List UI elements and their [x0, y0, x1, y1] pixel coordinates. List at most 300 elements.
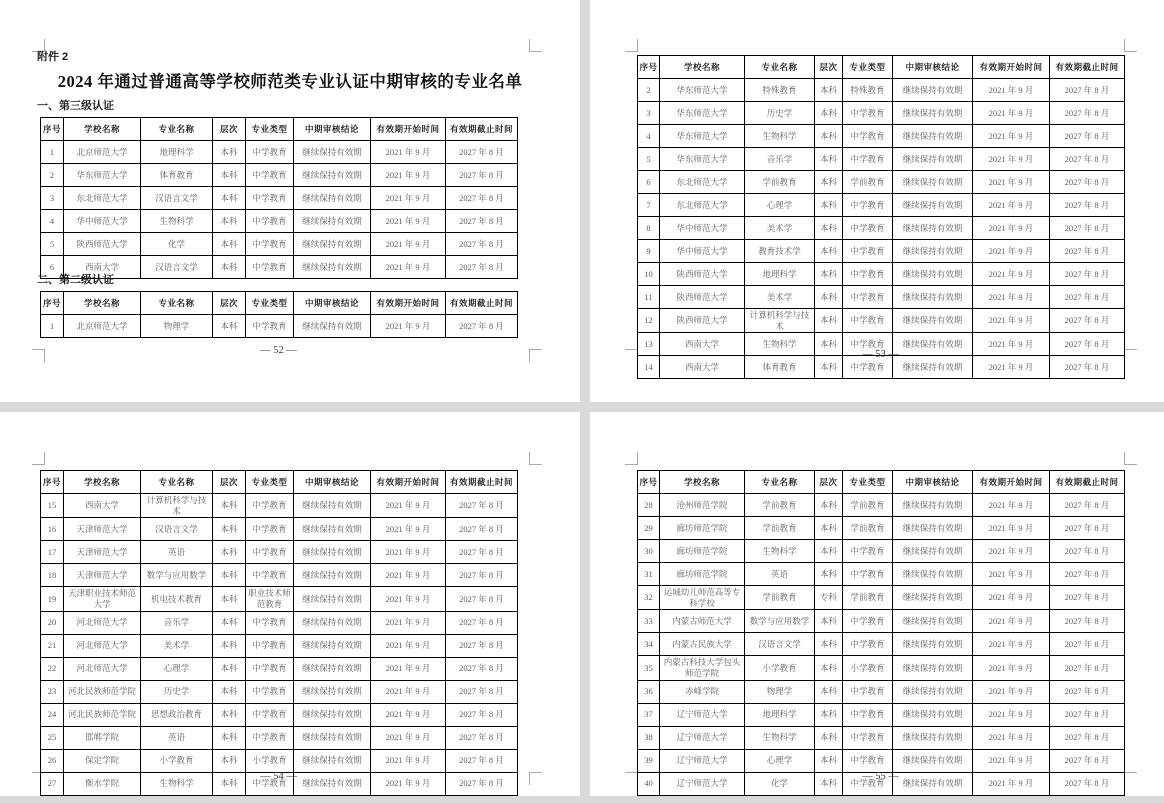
table-cell: 2027 年 8 月 — [446, 657, 518, 680]
table-cell: 汉语言文学 — [141, 518, 213, 541]
table-row — [638, 286, 1125, 309]
table-cell: 2027 年 8 月 — [1050, 772, 1125, 795]
table-cell: 本科 — [815, 703, 843, 726]
table-cell: 中学教育 — [843, 333, 893, 356]
table-row — [41, 634, 518, 657]
table-cell: 2027 年 8 月 — [446, 541, 518, 564]
table-cell: 学前教育 — [843, 494, 893, 517]
table-cell: 学前教育 — [745, 171, 815, 194]
table-cell: 继续保持有效期 — [294, 315, 371, 338]
table-cell: 2027 年 8 月 — [1050, 102, 1125, 125]
table-row — [638, 102, 1125, 125]
table-row — [41, 657, 518, 680]
table-row — [41, 703, 518, 726]
table-cell: 9 — [638, 240, 660, 263]
table-cell: 继续保持有效期 — [294, 634, 371, 657]
table-cell: 25 — [41, 726, 64, 749]
table-cell: 2027 年 8 月 — [1050, 726, 1125, 749]
table-cell: 2021 年 9 月 — [371, 141, 446, 164]
table-cell: 2027 年 8 月 — [446, 634, 518, 657]
header-row — [41, 118, 518, 141]
column-header: 学校名称 — [660, 471, 745, 494]
table-row — [41, 564, 518, 587]
column-header: 层次 — [213, 118, 246, 141]
column-header: 专业名称 — [141, 118, 213, 141]
table-cell: 河北师范大学 — [64, 634, 141, 657]
table-cell: 中学教育 — [246, 564, 294, 587]
table-cell: 本科 — [213, 494, 246, 518]
table-row — [41, 749, 518, 772]
table-cell: 中学教育 — [246, 518, 294, 541]
table-cell: 2021 年 9 月 — [973, 171, 1050, 194]
table-cell: 中学教育 — [843, 309, 893, 333]
table-row — [41, 680, 518, 703]
table-cell: 24 — [41, 703, 64, 726]
table-row — [41, 726, 518, 749]
table-cell: 本科 — [213, 164, 246, 187]
table-cell: 中学教育 — [843, 726, 893, 749]
table-cell: 赤峰学院 — [660, 680, 745, 703]
table-cell: 继续保持有效期 — [893, 217, 973, 240]
table-cell: 22 — [41, 657, 64, 680]
table-cell: 学前教育 — [843, 517, 893, 540]
table-cell: 中学教育 — [246, 541, 294, 564]
table-cell: 思想政治教育 — [141, 703, 213, 726]
table-cell: 32 — [638, 586, 660, 610]
table-cell: 中学教育 — [246, 611, 294, 634]
table-cell: 2021 年 9 月 — [371, 634, 446, 657]
table-cell: 华东师范大学 — [660, 102, 745, 125]
table-cell: 继续保持有效期 — [893, 726, 973, 749]
table-cell: 本科 — [213, 587, 246, 611]
table-cell: 中学教育 — [843, 772, 893, 795]
header-row — [41, 292, 518, 315]
table-cell: 学前教育 — [745, 494, 815, 517]
table-cell: 2021 年 9 月 — [973, 517, 1050, 540]
table-cell: 华东师范大学 — [660, 125, 745, 148]
margin-mark-icon — [32, 452, 45, 465]
table-cell: 中学教育 — [246, 680, 294, 703]
table-cell: 本科 — [213, 772, 246, 795]
table-cell: 本科 — [213, 703, 246, 726]
table-cell: 7 — [638, 194, 660, 217]
table-cell: 学前教育 — [745, 586, 815, 610]
table-cell: 继续保持有效期 — [294, 233, 371, 256]
table-cell: 继续保持有效期 — [893, 125, 973, 148]
table-cell: 本科 — [815, 494, 843, 517]
table-cell: 2021 年 9 月 — [371, 680, 446, 703]
table-cell: 继续保持有效期 — [893, 540, 973, 563]
table-cell: 2021 年 9 月 — [973, 772, 1050, 795]
table-cell: 音乐学 — [141, 611, 213, 634]
column-header: 有效期开始时间 — [371, 471, 446, 494]
column-header: 有效期开始时间 — [973, 56, 1050, 79]
table-cell: 2021 年 9 月 — [973, 563, 1050, 586]
table-cell: 38 — [638, 726, 660, 749]
table-cell: 职业技术师范教育 — [246, 587, 294, 611]
table-cell: 2021 年 9 月 — [371, 611, 446, 634]
table-cell: 本科 — [815, 79, 843, 102]
table-cell: 继续保持有效期 — [294, 141, 371, 164]
table-cell: 心理学 — [745, 749, 815, 772]
table-cell: 2027 年 8 月 — [1050, 171, 1125, 194]
table-row — [638, 586, 1125, 610]
table-cell: 2021 年 9 月 — [371, 256, 446, 279]
section-heading-level2: 二、第二级认证 — [37, 274, 114, 286]
table-row — [638, 656, 1125, 680]
table-cell: 沧州师范学院 — [660, 494, 745, 517]
table-cell: 特殊教育 — [843, 79, 893, 102]
table-cell: 2027 年 8 月 — [446, 611, 518, 634]
table-cell: 5 — [41, 233, 64, 256]
table-row — [638, 494, 1125, 517]
column-header: 学校名称 — [64, 471, 141, 494]
table-cell: 继续保持有效期 — [893, 333, 973, 356]
table-cell: 美术学 — [745, 217, 815, 240]
table-row — [638, 309, 1125, 333]
table-row — [638, 680, 1125, 703]
table-cell: 学前教育 — [843, 586, 893, 610]
table-cell: 辽宁师范大学 — [660, 772, 745, 795]
table-cell: 继续保持有效期 — [294, 772, 371, 795]
table-cell: 中学教育 — [843, 680, 893, 703]
table-cell: 中学教育 — [246, 772, 294, 795]
table-cell: 本科 — [815, 102, 843, 125]
table-row — [41, 494, 518, 518]
table-cell: 2021 年 9 月 — [973, 217, 1050, 240]
table-cell: 继续保持有效期 — [893, 610, 973, 633]
margin-mark-icon — [1124, 452, 1137, 465]
margin-mark-icon — [529, 349, 542, 362]
table-cell: 2027 年 8 月 — [1050, 540, 1125, 563]
table-cell: 2 — [41, 164, 64, 187]
certification-table-continued — [637, 55, 1125, 379]
table-cell: 26 — [41, 749, 64, 772]
table-cell: 本科 — [815, 148, 843, 171]
table-cell: 心理学 — [141, 657, 213, 680]
table-cell: 本科 — [815, 125, 843, 148]
column-header: 专业名称 — [745, 471, 815, 494]
table-cell: 辽宁师范大学 — [660, 749, 745, 772]
table-cell: 继续保持有效期 — [294, 657, 371, 680]
table-cell: 15 — [41, 494, 64, 518]
table-cell: 继续保持有效期 — [893, 309, 973, 333]
table-cell: 继续保持有效期 — [893, 680, 973, 703]
table-cell: 学前教育 — [745, 517, 815, 540]
table-cell: 2021 年 9 月 — [973, 749, 1050, 772]
table-row — [41, 315, 518, 338]
table-cell: 汉语言文学 — [745, 633, 815, 656]
table-cell: 中学教育 — [843, 633, 893, 656]
table-cell: 10 — [638, 263, 660, 286]
margin-mark-icon — [625, 39, 638, 52]
table-cell: 教育技术学 — [745, 240, 815, 263]
table-cell: 2027 年 8 月 — [1050, 148, 1125, 171]
table-cell: 8 — [638, 217, 660, 240]
table-cell: 历史学 — [745, 102, 815, 125]
table-cell: 2021 年 9 月 — [973, 610, 1050, 633]
table-cell: 英语 — [745, 563, 815, 586]
table-cell: 2021 年 9 月 — [371, 233, 446, 256]
table-cell: 2027 年 8 月 — [1050, 217, 1125, 240]
table-cell: 辽宁师范大学 — [660, 703, 745, 726]
table-cell: 中学教育 — [843, 217, 893, 240]
table-cell: 本科 — [815, 563, 843, 586]
table-cell: 中学教育 — [843, 356, 893, 379]
table-cell: 2027 年 8 月 — [1050, 240, 1125, 263]
table-cell: 2027 年 8 月 — [446, 256, 518, 279]
table-cell: 中学教育 — [843, 610, 893, 633]
table-cell: 廊坊师范学院 — [660, 517, 745, 540]
table-cell: 中学教育 — [246, 657, 294, 680]
table-cell: 27 — [41, 772, 64, 795]
table-cell: 继续保持有效期 — [893, 79, 973, 102]
column-header: 学校名称 — [660, 56, 745, 79]
table-cell: 本科 — [213, 141, 246, 164]
header-row — [638, 56, 1125, 79]
table-cell: 2027 年 8 月 — [1050, 356, 1125, 379]
table-cell: 31 — [638, 563, 660, 586]
table-cell: 2021 年 9 月 — [973, 102, 1050, 125]
table-cell: 2027 年 8 月 — [1050, 610, 1125, 633]
table-cell: 2027 年 8 月 — [446, 141, 518, 164]
table-cell: 继续保持有效期 — [294, 726, 371, 749]
table-cell: 生物科学 — [745, 125, 815, 148]
column-header: 层次 — [213, 292, 246, 315]
table-cell: 本科 — [815, 333, 843, 356]
table-cell: 本科 — [213, 315, 246, 338]
table-cell: 19 — [41, 587, 64, 611]
table-row — [41, 141, 518, 164]
page-number: — 53 — — [862, 349, 899, 360]
table-cell: 陕西师范大学 — [660, 309, 745, 333]
column-header: 有效期截止时间 — [446, 292, 518, 315]
table-cell: 2021 年 9 月 — [973, 240, 1050, 263]
table-cell: 本科 — [815, 517, 843, 540]
table-cell: 20 — [41, 611, 64, 634]
table-cell: 中学教育 — [246, 315, 294, 338]
certification-table-level3 — [40, 117, 518, 279]
table-cell: 2021 年 9 月 — [973, 356, 1050, 379]
column-header: 有效期截止时间 — [446, 471, 518, 494]
table-cell: 本科 — [815, 749, 843, 772]
table-cell: 数学与应用数学 — [745, 610, 815, 633]
certification-table-continued — [637, 470, 1125, 796]
table-cell: 继续保持有效期 — [893, 517, 973, 540]
table-cell: 4 — [638, 125, 660, 148]
table-cell: 17 — [41, 541, 64, 564]
table-cell: 汉语言文学 — [141, 256, 213, 279]
table-row — [638, 726, 1125, 749]
table-row — [41, 541, 518, 564]
table-cell: 保定学院 — [64, 749, 141, 772]
column-header: 专业类型 — [843, 471, 893, 494]
table-cell: 2027 年 8 月 — [1050, 703, 1125, 726]
table-cell: 本科 — [213, 726, 246, 749]
table-cell: 12 — [638, 309, 660, 333]
table-cell: 东北师范大学 — [64, 187, 141, 210]
column-header: 有效期开始时间 — [371, 292, 446, 315]
table-cell: 继续保持有效期 — [893, 703, 973, 726]
attachment-label: 附件 2 — [37, 51, 69, 63]
table-cell: 继续保持有效期 — [893, 171, 973, 194]
table-cell: 2027 年 8 月 — [1050, 563, 1125, 586]
table-cell: 华中师范大学 — [660, 240, 745, 263]
table-row — [638, 217, 1125, 240]
table-cell: 西南大学 — [64, 494, 141, 518]
table-cell: 音乐学 — [745, 148, 815, 171]
table-cell: 继续保持有效期 — [893, 656, 973, 680]
table-cell: 本科 — [213, 749, 246, 772]
header-row — [638, 471, 1125, 494]
table-row — [41, 587, 518, 611]
table-cell: 本科 — [815, 656, 843, 680]
table-cell: 2021 年 9 月 — [371, 703, 446, 726]
table-cell: 小学教育 — [745, 656, 815, 680]
column-header: 序号 — [41, 292, 64, 315]
table-cell: 汉语言文学 — [141, 187, 213, 210]
table-cell: 2027 年 8 月 — [446, 494, 518, 518]
table-cell: 中学教育 — [246, 233, 294, 256]
table-cell: 2027 年 8 月 — [446, 164, 518, 187]
table-cell: 西南大学 — [660, 356, 745, 379]
column-header: 专业名称 — [141, 292, 213, 315]
table-cell: 继续保持有效期 — [893, 563, 973, 586]
table-row — [638, 125, 1125, 148]
margin-mark-icon — [1124, 772, 1137, 785]
table-cell: 陕西师范大学 — [64, 233, 141, 256]
table-cell: 本科 — [815, 217, 843, 240]
table-cell: 2027 年 8 月 — [1050, 263, 1125, 286]
column-header: 专业类型 — [246, 118, 294, 141]
table-cell: 37 — [638, 703, 660, 726]
table-cell: 天津师范大学 — [64, 541, 141, 564]
table-cell: 2027 年 8 月 — [1050, 333, 1125, 356]
table-cell: 华东师范大学 — [660, 148, 745, 171]
table-cell: 物理学 — [141, 315, 213, 338]
column-header: 中期审核结论 — [294, 471, 371, 494]
table-cell: 华东师范大学 — [64, 164, 141, 187]
table-cell: 本科 — [213, 680, 246, 703]
table-cell: 2027 年 8 月 — [1050, 125, 1125, 148]
table-cell: 本科 — [815, 309, 843, 333]
table-cell: 2027 年 8 月 — [1050, 633, 1125, 656]
table-cell: 体育教育 — [141, 164, 213, 187]
table-row — [638, 563, 1125, 586]
table-cell: 专科 — [815, 586, 843, 610]
table-cell: 生物科学 — [745, 726, 815, 749]
table-cell: 华中师范大学 — [64, 210, 141, 233]
table-row — [638, 194, 1125, 217]
table-cell: 继续保持有效期 — [294, 256, 371, 279]
certification-table-level2 — [40, 291, 518, 338]
table-cell: 2027 年 8 月 — [1050, 749, 1125, 772]
table-cell: 2021 年 9 月 — [371, 564, 446, 587]
table-cell: 继续保持有效期 — [893, 494, 973, 517]
table-cell: 2027 年 8 月 — [446, 518, 518, 541]
table-cell: 生物科学 — [141, 210, 213, 233]
table-cell: 衡水学院 — [64, 772, 141, 795]
table-cell: 北京师范大学 — [64, 141, 141, 164]
table-cell: 本科 — [213, 564, 246, 587]
table-row — [41, 187, 518, 210]
table-cell: 2021 年 9 月 — [973, 263, 1050, 286]
page-number: — 54 — — [260, 771, 297, 782]
table-cell: 继续保持有效期 — [294, 541, 371, 564]
margin-mark-icon — [529, 772, 542, 785]
table-cell: 40 — [638, 772, 660, 795]
table-cell: 本科 — [815, 540, 843, 563]
table-cell: 23 — [41, 680, 64, 703]
table-cell: 继续保持有效期 — [294, 564, 371, 587]
table-cell: 21 — [41, 634, 64, 657]
table-cell: 4 — [41, 210, 64, 233]
table-cell: 继续保持有效期 — [294, 680, 371, 703]
table-cell: 中学教育 — [246, 703, 294, 726]
column-header: 专业类型 — [246, 471, 294, 494]
margin-mark-icon — [529, 39, 542, 52]
table-cell: 2021 年 9 月 — [973, 656, 1050, 680]
table-cell: 美术学 — [745, 286, 815, 309]
table-row — [41, 164, 518, 187]
table-cell: 2027 年 8 月 — [446, 210, 518, 233]
column-header: 层次 — [213, 471, 246, 494]
table-cell: 2027 年 8 月 — [446, 587, 518, 611]
table-cell: 2027 年 8 月 — [1050, 286, 1125, 309]
table-cell: 2021 年 9 月 — [973, 494, 1050, 517]
table-row — [638, 171, 1125, 194]
table-cell: 本科 — [213, 518, 246, 541]
table-row — [638, 263, 1125, 286]
column-header: 专业名称 — [745, 56, 815, 79]
table-cell: 北京师范大学 — [64, 315, 141, 338]
table-cell: 继续保持有效期 — [294, 518, 371, 541]
table-cell: 廊坊师范学院 — [660, 540, 745, 563]
table-cell: 2027 年 8 月 — [1050, 194, 1125, 217]
page-55 — [590, 412, 1164, 796]
table-cell: 中学教育 — [843, 563, 893, 586]
table-cell: 东北师范大学 — [660, 171, 745, 194]
column-header: 中期审核结论 — [294, 118, 371, 141]
table-cell: 28 — [638, 494, 660, 517]
table-row — [638, 610, 1125, 633]
table-cell: 本科 — [815, 240, 843, 263]
page-number: — 52 — — [260, 345, 297, 356]
table-cell: 中学教育 — [843, 194, 893, 217]
table-cell: 29 — [638, 517, 660, 540]
table-cell: 5 — [638, 148, 660, 171]
table-cell: 特殊教育 — [745, 79, 815, 102]
table-cell: 本科 — [815, 286, 843, 309]
table-cell: 本科 — [213, 657, 246, 680]
table-cell: 地理科学 — [141, 141, 213, 164]
table-cell: 邯郸学院 — [64, 726, 141, 749]
table-cell: 中学教育 — [843, 286, 893, 309]
table-cell: 35 — [638, 656, 660, 680]
table-cell: 美术学 — [141, 634, 213, 657]
table-cell: 继续保持有效期 — [893, 749, 973, 772]
table-cell: 11 — [638, 286, 660, 309]
table-cell: 历史学 — [141, 680, 213, 703]
table-cell: 本科 — [815, 633, 843, 656]
table-cell: 继续保持有效期 — [294, 210, 371, 233]
table-cell: 13 — [638, 333, 660, 356]
table-cell: 2027 年 8 月 — [1050, 680, 1125, 703]
table-cell: 中学教育 — [246, 494, 294, 518]
table-cell: 2027 年 8 月 — [446, 233, 518, 256]
table-cell: 2027 年 8 月 — [446, 680, 518, 703]
table-row — [638, 540, 1125, 563]
